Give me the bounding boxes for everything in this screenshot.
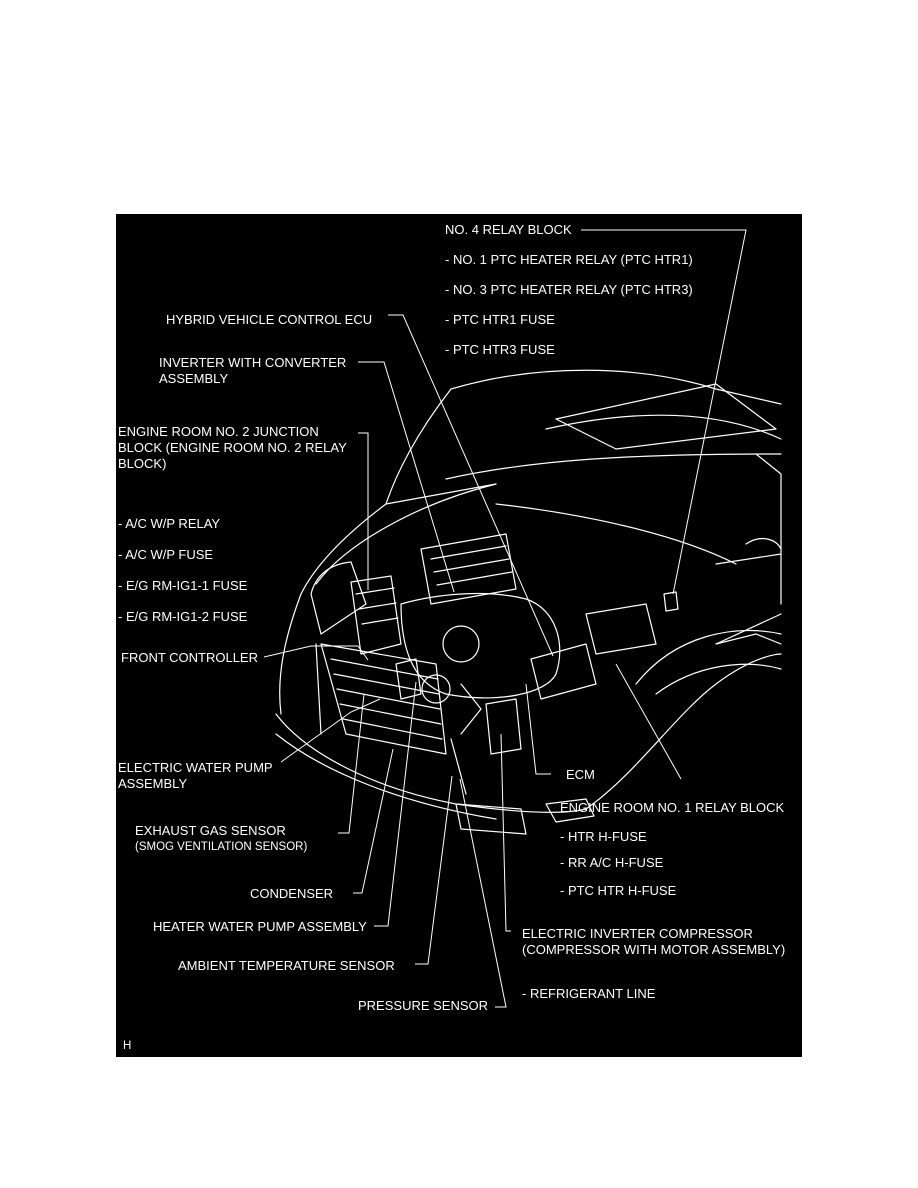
hood-crease <box>496 504 736 564</box>
roof-line <box>451 370 781 404</box>
a-pillar <box>756 454 781 604</box>
label-eg-rm-ig1-2-fuse: - E/G RM-IG1-2 FUSE <box>118 609 248 624</box>
windshield-bottom <box>446 454 781 479</box>
bumper-lower <box>276 714 586 812</box>
label-electric-inverter-compressor: ELECTRIC INVERTER COMPRESSOR (COMPRESSOR WITH MOTOR ASSEMBLY) <box>522 926 786 957</box>
label-front-controller: FRONT CONTROLLER <box>121 650 258 665</box>
label-ptc-htr1-fuse: - PTC HTR1 FUSE <box>445 312 555 327</box>
hood-left-edge <box>316 484 496 584</box>
wheel-arch-inner <box>656 664 781 694</box>
front-controller-box <box>396 659 421 699</box>
label-smog-ventilation-sensor: (SMOG VENTILATION SENSOR) <box>135 841 308 853</box>
label-hybrid-vehicle-control-ecu: HYBRID VEHICLE CONTROL ECU <box>166 312 373 327</box>
label-no3-ptc-heater-relay: - NO. 3 PTC HEATER RELAY (PTC HTR3) <box>445 282 693 297</box>
label-ptc-htr-h-fuse: - PTC HTR H-FUSE <box>560 883 677 898</box>
label-pressure-sensor: PRESSURE SENSOR <box>358 998 489 1013</box>
engine-pulley <box>443 626 479 662</box>
label-ac-wp-relay: - A/C W/P RELAY <box>118 516 221 531</box>
label-no4-relay-block: NO. 4 RELAY BLOCK <box>445 222 572 237</box>
label-engine-room-no1-relay-block: ENGINE ROOM NO. 1 RELAY BLOCK <box>560 800 785 815</box>
label-ambient-temperature-sensor: AMBIENT TEMPERATURE SENSOR <box>178 958 395 973</box>
label-ptc-htr3-fuse: - PTC HTR3 FUSE <box>445 342 555 357</box>
front-left-corner <box>280 594 301 714</box>
inverter-ribs <box>431 546 512 585</box>
label-condenser: CONDENSER <box>250 886 334 901</box>
label-electric-water-pump-assembly: ELECTRIC WATER PUMP ASSEMBLY <box>118 760 273 791</box>
label-eg-rm-ig1-1-fuse: - E/G RM-IG1-1 FUSE <box>118 578 248 593</box>
engine-block <box>401 594 560 698</box>
wheel-arch-top <box>636 631 781 684</box>
label-no1-ptc-heater-relay: - NO. 1 PTC HEATER RELAY (PTC HTR1) <box>445 252 693 267</box>
label-exhaust-gas-sensor: EXHAUST GAS SENSOR <box>135 823 286 838</box>
fender-left <box>301 504 386 594</box>
compressor <box>486 699 521 754</box>
relay-block-no4 <box>664 592 678 611</box>
headlight-left <box>311 562 366 634</box>
grille-slats <box>331 659 442 739</box>
label-ac-wp-fuse: - A/C W/P FUSE <box>118 547 214 562</box>
label-engine-room-no2-junction-block: ENGINE ROOM NO. 2 JUNCTION BLOCK (ENGINE ROOM NO. 2 RELAY BLOCK) <box>118 424 347 471</box>
sunroof <box>556 384 776 449</box>
relay-block-no1 <box>586 604 656 654</box>
label-inverter-with-converter: INVERTER WITH CONVERTER ASSEMBLY <box>159 355 347 386</box>
bumper-lip <box>276 734 496 819</box>
side-mirror <box>746 539 781 549</box>
radiator-edge <box>316 644 321 734</box>
hv-ecu-box <box>531 644 596 699</box>
condenser-edge <box>451 739 466 794</box>
label-heater-water-pump-assembly: HEATER WATER PUMP ASSEMBLY <box>153 919 367 934</box>
component-location-diagram <box>116 214 802 1057</box>
hood-front-line <box>386 389 496 504</box>
corner-mark: H <box>123 1040 132 1052</box>
refrigerant-pipe <box>461 684 481 734</box>
windshield-top <box>546 415 781 439</box>
label-htr-h-fuse: - HTR H-FUSE <box>560 829 647 844</box>
label-refrigerant-line: - REFRIGERANT LINE <box>522 986 656 1001</box>
label-ecm: ECM <box>566 767 595 782</box>
label-rr-ac-h-fuse: - RR A/C H-FUSE <box>560 855 664 870</box>
